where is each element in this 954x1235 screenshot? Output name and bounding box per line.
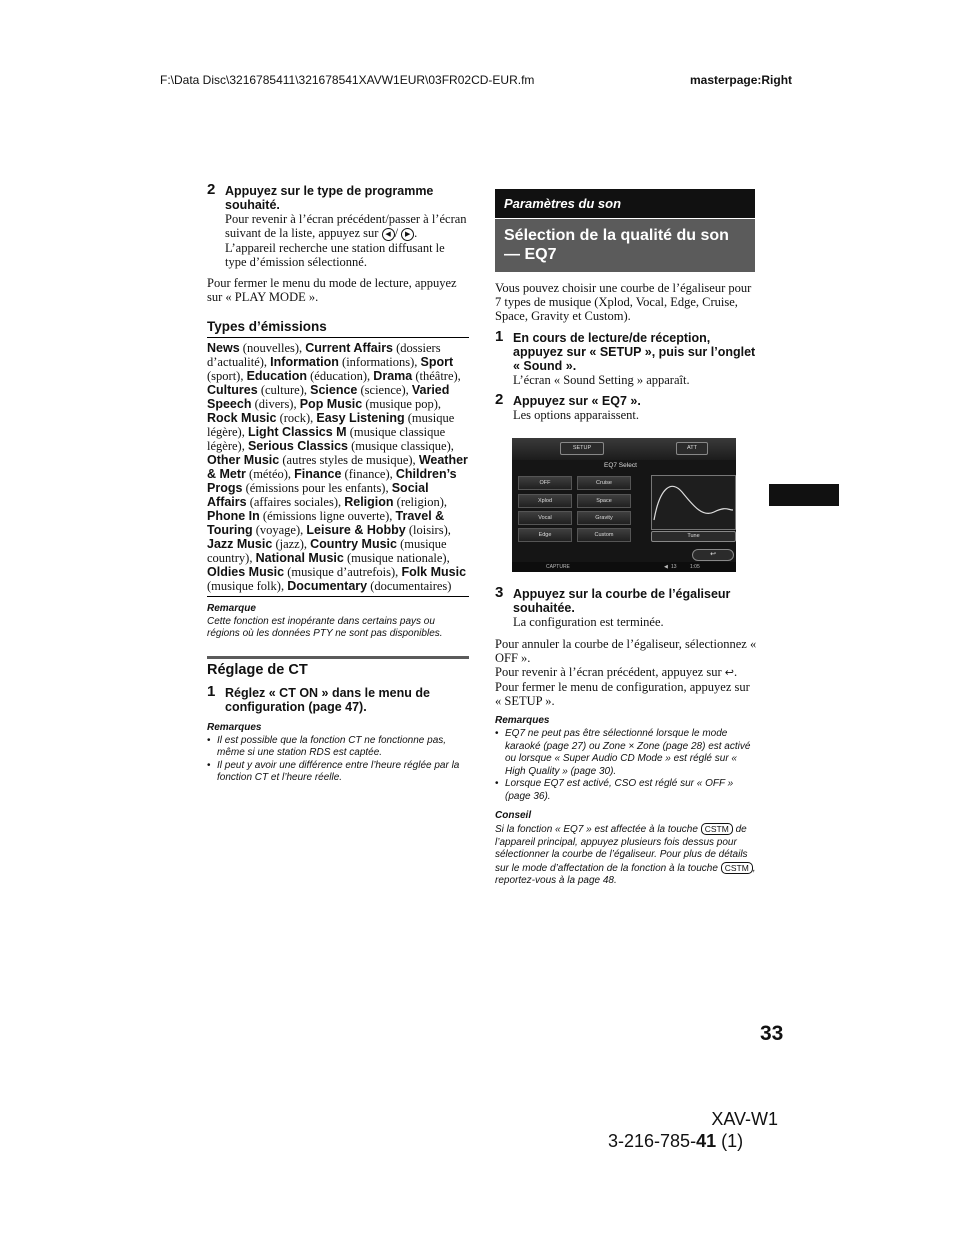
step-title: Appuyez sur « EQ7 ». bbox=[513, 394, 641, 408]
programme-type-desc: (musique pop), bbox=[362, 396, 442, 411]
eq-option-xplod[interactable]: Xplod bbox=[518, 494, 572, 508]
programme-type-name: Weather & Metr bbox=[207, 452, 468, 481]
programme-type-name: Other Music bbox=[207, 452, 280, 467]
remarque-item: • Lorsque EQ7 est activé, CSO est réglé sur « OFF » (page 36). bbox=[495, 778, 757, 803]
programme-type-desc: (dossiers d’actualité), bbox=[207, 340, 441, 369]
programme-type-desc: (émissions pour les enfants), bbox=[242, 480, 392, 495]
programme-type-name: Jazz Music bbox=[207, 536, 273, 551]
programme-type-desc: (culture), bbox=[257, 382, 311, 397]
section-title: Sélection de la qualité du son — EQ7 bbox=[504, 227, 729, 263]
dot-text: . bbox=[414, 226, 418, 240]
step-title: En cours de lecture/de réception, appuyez sur « SETUP », puis sur l’onglet « Sound ». bbox=[513, 331, 756, 373]
programme-type-desc: (rock), bbox=[276, 410, 317, 425]
tune-button[interactable]: Tune bbox=[651, 531, 736, 542]
remarque-item: • Il est possible que la fonction CT ne fonctionne pas, même si une station RDS est captée. bbox=[207, 735, 469, 760]
eq-option-gravity[interactable]: Gravity bbox=[577, 511, 631, 525]
programme-type-name: Serious Classics bbox=[247, 438, 349, 453]
section-title-banner bbox=[495, 219, 755, 272]
setup-button[interactable]: SETUP bbox=[560, 442, 604, 455]
step-2-block bbox=[495, 391, 757, 422]
right-column-top bbox=[495, 281, 757, 422]
step-body bbox=[225, 212, 469, 241]
eq7-select-title: EQ7 Select bbox=[604, 462, 637, 469]
programme-type-name: Varied Speech bbox=[207, 382, 450, 411]
step-number: 2 bbox=[207, 181, 216, 198]
types-heading: Types d’émissions bbox=[207, 318, 327, 334]
programme-type-desc: (théâtre), bbox=[412, 368, 461, 383]
programme-type-desc: (météo), bbox=[245, 466, 295, 481]
step-number: 3 bbox=[495, 584, 504, 601]
ct-heading: Réglage de CT bbox=[207, 661, 308, 678]
cstm-key: CSTM bbox=[721, 862, 753, 874]
step-body: Les options apparaissent. bbox=[513, 408, 640, 422]
document-code bbox=[608, 1130, 743, 1152]
chapter-tab bbox=[769, 484, 839, 506]
remarques-title: Remarques bbox=[495, 715, 550, 726]
programme-type-name: Religion bbox=[344, 494, 394, 509]
eq7-screenshot bbox=[512, 438, 736, 572]
programme-type-desc: (musique folk), bbox=[207, 578, 288, 593]
programme-type-name: Drama bbox=[373, 368, 413, 383]
step-body-2: L’appareil recherche une station diffusant le type d’émission sélectionné. bbox=[225, 240, 445, 269]
step-title: Appuyez sur le type de programme souhaité. bbox=[225, 184, 434, 212]
code-bold: 41 bbox=[696, 1131, 717, 1151]
divider bbox=[207, 337, 469, 338]
divider bbox=[207, 596, 469, 597]
return-icon: ↩ bbox=[724, 666, 734, 679]
step-title: Appuyez sur la courbe de l’égaliseur souhaitée. bbox=[513, 587, 731, 615]
programme-type-desc: (nouvelles), bbox=[239, 340, 306, 355]
programme-type-desc: (autres styles de musique), bbox=[279, 452, 419, 467]
slash-text: / bbox=[394, 226, 399, 240]
eq-option-custom[interactable]: Custom bbox=[577, 528, 631, 542]
programme-type-name: Finance bbox=[294, 466, 342, 481]
programme-type-desc: (affaires sociales), bbox=[246, 494, 345, 509]
programme-type-name: Children’s Progs bbox=[207, 466, 457, 495]
programme-type-desc: (science), bbox=[357, 382, 412, 397]
programme-type-desc: (musique nationale), bbox=[343, 550, 450, 565]
programme-type-desc: (éducation), bbox=[307, 368, 374, 383]
programme-type-desc: (loisirs), bbox=[405, 522, 451, 537]
step-2-block bbox=[207, 181, 469, 269]
step-body: L’écran « Sound Setting » apparaît. bbox=[513, 373, 690, 387]
programme-type-desc: (documentaires) bbox=[367, 578, 452, 593]
right-arrow-icon: ▶ bbox=[401, 228, 414, 241]
step-number: 1 bbox=[495, 328, 504, 345]
capture-label: CAPTURE bbox=[546, 564, 570, 570]
programme-type-name: Social Affairs bbox=[207, 480, 429, 509]
eq-curve-graph bbox=[651, 475, 736, 530]
programme-type-desc: (musique d’autrefois), bbox=[284, 564, 402, 579]
back-text: Pour revenir à l’écran précédent, appuyez sur bbox=[495, 665, 722, 679]
programme-type-desc: (informations), bbox=[338, 354, 421, 369]
programme-type-name: Information bbox=[270, 354, 339, 369]
conseil-title: Conseil bbox=[495, 810, 532, 821]
programme-type-desc: (émissions ligne ouverte), bbox=[259, 508, 396, 523]
volume-icon: ◀ bbox=[664, 564, 668, 570]
step-number: 1 bbox=[207, 682, 216, 700]
programme-type-desc: (divers), bbox=[251, 396, 300, 411]
eq-option-cruise[interactable]: Cruise bbox=[577, 476, 631, 490]
model-name: XAV-W1 bbox=[711, 1109, 778, 1129]
conseil-part: , reportez-vous à la page 48. bbox=[495, 862, 756, 886]
return-icon: ↩ bbox=[710, 551, 716, 558]
programme-type-desc: (sport), bbox=[207, 368, 247, 383]
programme-type-desc: (musique classique), bbox=[348, 438, 454, 453]
code-suffix: (1) bbox=[716, 1131, 744, 1151]
screen-bottom-bar bbox=[512, 562, 736, 572]
programme-type-name: Rock Music bbox=[207, 410, 277, 425]
step-title: Réglez « CT ON » dans le menu de configuration (page 47). bbox=[225, 685, 430, 714]
section-rule bbox=[207, 656, 469, 659]
cancel-text: Pour annuler la courbe de l’égaliseur, sélectionnez « OFF ». bbox=[495, 637, 757, 665]
programme-type-desc: (musique légère), bbox=[207, 410, 455, 439]
file-path: F:\Data Disc\3216785411\321678541XAVW1EUR\03FR02CD-EUR.fm bbox=[160, 73, 535, 87]
back-button[interactable] bbox=[692, 549, 734, 561]
step-number: 2 bbox=[495, 391, 504, 408]
code-prefix: 3-216-785- bbox=[608, 1131, 697, 1151]
step-1-block bbox=[495, 328, 757, 387]
programme-type-name: Documentary bbox=[287, 578, 368, 593]
remarque-item: • Il peut y avoir une différence entre l’heure réglée par la fonction CT et l’heure réelle. bbox=[207, 760, 469, 785]
types-list bbox=[207, 341, 469, 593]
page-number: 33 bbox=[760, 1022, 784, 1045]
programme-type-name: Cultures bbox=[207, 382, 258, 397]
remarque-item: • EQ7 ne peut pas être sélectionné lorsque le mode karaoké (page 27) ou Zone × Zone (page 28) est activé ou lorsque « Super Audio CD Mode » est réglé sur « High Quality » (page 30). bbox=[495, 728, 757, 778]
clock: 1:05 bbox=[690, 564, 700, 570]
programme-type-name: Light Classics M bbox=[247, 424, 347, 439]
programme-type-name: Sport bbox=[420, 354, 454, 369]
programme-type-name: Pop Music bbox=[299, 396, 363, 411]
conseil-part: Si la fonction « EQ7 » est affectée à la touche bbox=[495, 824, 698, 835]
programme-type-name: Oldies Music bbox=[207, 564, 285, 579]
programme-type-name: Education bbox=[246, 368, 307, 383]
programme-type-desc: (musique classique légère), bbox=[207, 424, 446, 453]
eq-option-edge[interactable]: Edge bbox=[518, 528, 572, 542]
programme-type-desc: (jazz), bbox=[272, 536, 311, 551]
programme-type-desc: (finance), bbox=[341, 466, 396, 481]
programme-type-desc: (religion), bbox=[393, 494, 448, 509]
programme-type-name: Phone In bbox=[207, 508, 260, 523]
left-column bbox=[207, 181, 469, 785]
programme-type-name: Easy Listening bbox=[316, 410, 405, 425]
programme-type-name: Country Music bbox=[310, 536, 397, 551]
remarque-text: Cette fonction est inopérante dans certains pays ou régions où les données PTY ne sont pas disponibles. bbox=[207, 615, 443, 640]
programme-type-name: Leisure & Hobby bbox=[306, 522, 406, 537]
back-text-block: Pour revenir à l’écran précédent, appuyez sur ↩. bbox=[495, 665, 738, 679]
left-arrow-icon: ◀ bbox=[382, 228, 395, 241]
cstm-key: CSTM bbox=[701, 823, 733, 835]
masterpage-label: masterpage:Right bbox=[690, 73, 793, 87]
eq-option-off[interactable]: OFF bbox=[518, 476, 572, 490]
close-menu-text: Pour fermer le menu du mode de lecture, appuyez sur « PLAY MODE ». bbox=[207, 275, 457, 304]
eq-curve bbox=[652, 476, 735, 529]
volume-level: 13 bbox=[671, 564, 677, 570]
programme-type-name: Folk Music bbox=[401, 564, 467, 579]
programme-type-name: Travel & Touring bbox=[207, 508, 445, 537]
step-body: La configuration est terminée. bbox=[513, 615, 664, 629]
right-column-bottom bbox=[495, 584, 757, 888]
step-body-text: Pour revenir à l’écran précédent/passer à l’écran suivant de la liste, appuyez sur bbox=[225, 212, 467, 240]
programme-type-name: Current Affairs bbox=[305, 340, 394, 355]
programme-type-name: National Music bbox=[255, 550, 344, 565]
remarques-title: Remarques bbox=[207, 721, 262, 733]
programme-type-desc: (voyage), bbox=[252, 522, 307, 537]
section-subtitle: Paramètres du son bbox=[504, 196, 622, 211]
close-setup-text: Pour fermer le menu de configuration, appuyez sur « SETUP ». bbox=[495, 680, 750, 708]
programme-type-name: Science bbox=[310, 382, 358, 397]
intro-text: Vous pouvez choisir une courbe de l’égaliseur pour 7 types de musique (Xplod, Vocal, Edge, Cruise, Space, Gravity et Custom). bbox=[495, 281, 752, 323]
conseil-part: de l’appareil principal, appuyez plusieurs fois dessus pour sélectionner la courbe de l’égaliseur. Pour plus de détails sur le mode d’affectation de la fonction à la touche bbox=[495, 824, 748, 874]
section-banner bbox=[495, 189, 755, 218]
step-3-block bbox=[495, 584, 757, 629]
ct-step-block bbox=[207, 682, 469, 714]
eq-option-space[interactable]: Space bbox=[577, 494, 631, 508]
remarque-title: Remarque bbox=[207, 602, 256, 614]
eq-option-vocal[interactable]: Vocal bbox=[518, 511, 572, 525]
att-button[interactable]: ATT bbox=[676, 442, 708, 455]
conseil-text bbox=[495, 823, 757, 888]
programme-type-desc: (musique country), bbox=[207, 536, 447, 565]
programme-type-name: News bbox=[207, 340, 240, 355]
